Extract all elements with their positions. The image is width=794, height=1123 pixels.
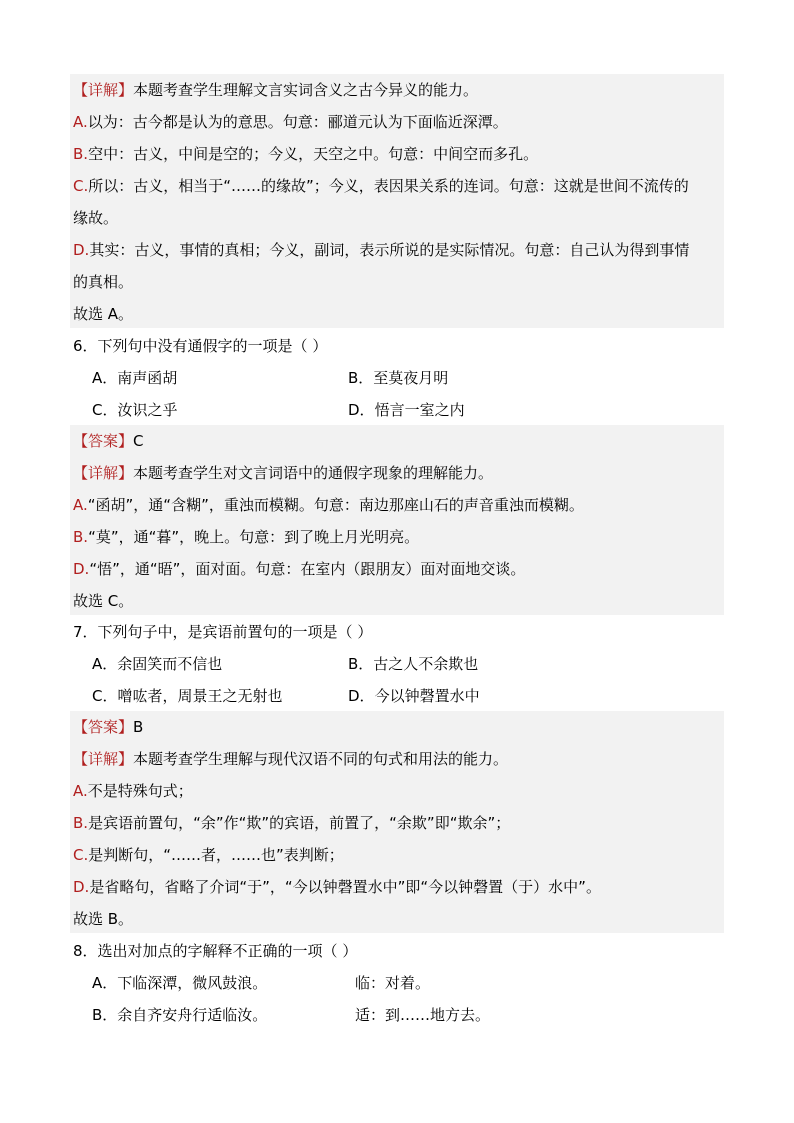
option-a-gloss-q8: 临：对着。 <box>355 974 431 992</box>
explanation-item: B.“莫”，通“暮”，晚上。句意：到了晚上月光明亮。 <box>73 528 420 546</box>
explanation-item: C.所以：古义，相当于“……的缘故”；今义，表因果关系的连词。句意：这就是世间不流传的 <box>73 177 689 195</box>
explanation-intro-q6: 【详解】本题考查学生对文言词语中的通假字现象的理解能力。 <box>73 464 494 482</box>
option-c-q6: C．汝识之乎 <box>92 401 178 419</box>
option-b-q8: B．余自齐安舟行适临汝。 <box>92 1006 268 1024</box>
explanation-item: C.是判断句，“……者，……也”表判断； <box>73 846 344 864</box>
question-stem-q8: 8．选出对加点的字解释不正确的一项（ ） <box>73 942 358 960</box>
explanation-item: B.是宾语前置句，“余”作“欺”的宾语，前置了，“余欺”即“欺余”； <box>73 814 511 832</box>
conclusion-q5: 故选 A。 <box>73 305 134 323</box>
explanation-intro-q7: 【详解】本题考查学生理解与现代汉语不同的句式和用法的能力。 <box>73 750 509 768</box>
answer-block-q6 <box>70 425 724 615</box>
conclusion-q6: 故选 C。 <box>73 592 134 610</box>
option-b-q7: B．古之人不余欺也 <box>348 655 479 673</box>
explanation-intro-q5: 【详解】本题考查学生理解文言实词含义之古今异义的能力。 <box>73 81 479 99</box>
explanation-item: D.是省略句，省略了介词“于”，“今以钟磬置水中”即“今以钟磬置（于）水中”。 <box>73 878 601 896</box>
explanation-item: A.不是特殊句式； <box>73 782 193 800</box>
explanation-item: 缘故。 <box>73 209 119 227</box>
option-a-q8: A．下临深潭，微风鼓浪。 <box>92 974 268 992</box>
explanation-item: B.空中：古义，中间是空的；今义，天空之中。句意：中间空而多孔。 <box>73 145 539 163</box>
option-d-q6: D．悟言一室之内 <box>348 401 465 419</box>
explanation-item: D.“悟”，通“晤”，面对面。句意：在室内（跟朋友）面对面地交谈。 <box>73 560 526 578</box>
explanation-item: D.其实：古义，事情的真相；今义，副词，表示所说的是实际情况。句意：自己认为得到事情 <box>73 241 690 259</box>
question-stem-q7: 7．下列句子中，是宾语前置句的一项是（ ） <box>73 623 373 641</box>
conclusion-q7: 故选 B。 <box>73 910 134 928</box>
explanation-item: 的真相。 <box>73 273 134 291</box>
option-d-q7: D．今以钟磬置水中 <box>348 687 480 705</box>
answer-q6: 【答案】C <box>73 432 144 450</box>
option-b-gloss-q8: 适：到……地方去。 <box>355 1006 491 1024</box>
answer-q7: 【答案】B <box>73 718 144 736</box>
option-a-q6: A．南声函胡 <box>92 369 178 387</box>
explanation-item: A.“函胡”，通“含糊”，重浊而模糊。句意：南边那座山石的声音重浊而模糊。 <box>73 496 584 514</box>
option-b-q6: B．至莫夜月明 <box>348 369 449 387</box>
question-stem-q6: 6．下列句中没有通假字的一项是（ ） <box>73 337 328 355</box>
option-c-q7: C．噌吰者，周景王之无射也 <box>92 687 283 705</box>
option-a-q7: A．余固笑而不信也 <box>92 655 223 673</box>
explanation-item: A.以为：古今都是认为的意思。句意：郦道元认为下面临近深潭。 <box>73 113 508 131</box>
